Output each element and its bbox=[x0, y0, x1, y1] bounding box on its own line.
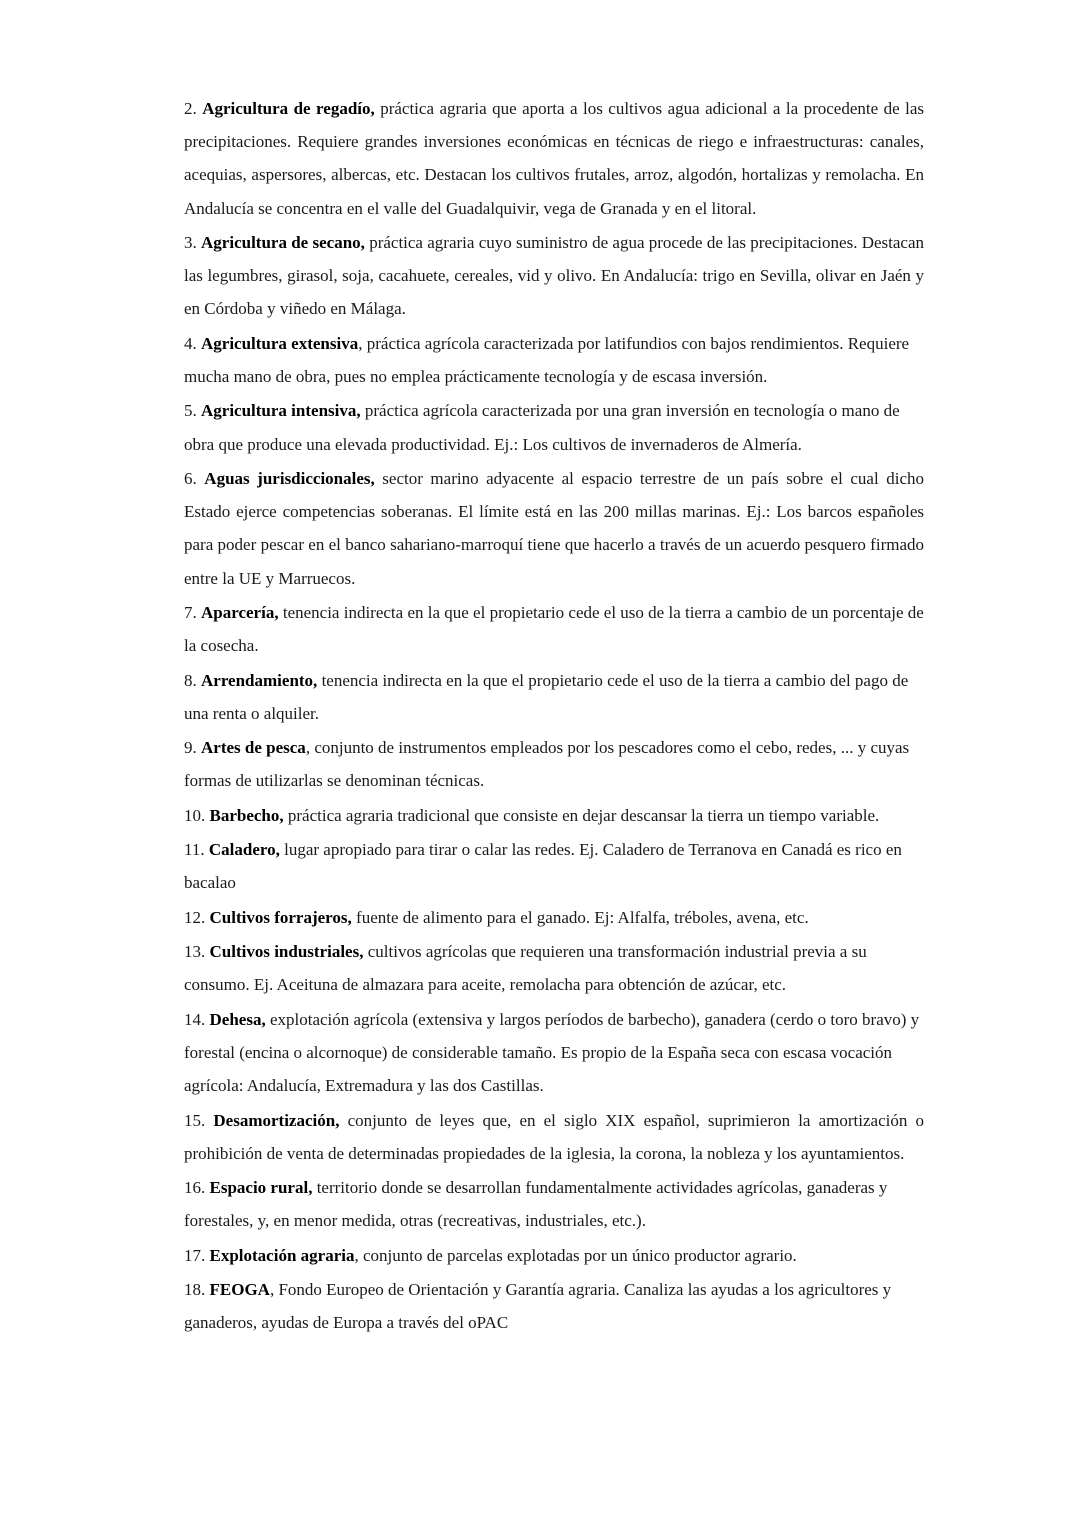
entry-definition: , Fondo Europeo de Orientación y Garantía agraria. Canaliza las ayudas a los agricultores y ganaderos, ayudas de Europa a través del oPAC bbox=[184, 1280, 892, 1333]
entry-definition: explotación agrícola (extensiva y largos períodos de barbecho), ganadera (cerdo o toro bravo) y forestal (encina o alcornoque) de considerable tamaño. Es propio de la España seca con escasa vocación agrícola: Andalucía, Extremadura y las dos Castillas. bbox=[184, 1009, 920, 1096]
entry-term: Agricultura de regadío, bbox=[202, 99, 375, 118]
entry-definition: , práctica agrícola caracterizada por latifundios con bajos rendimientos. Requiere mucha mano de obra, pues no emplea prácticamente tecnología y de escasa inversión. bbox=[184, 333, 910, 386]
entry-definition: práctica agraria que aporta a los cultivos agua adicional a la procedente de las precipitaciones. Requiere grandes inversiones económicas en técnicas de riego e infraestructuras: canales, acequias, aspersores, albercas, etc. Destacan los cultivos frutales, arroz, algodón, hortalizas y remolacha. En Andalucía se concentra en el valle del Guadalquivir, vega de Granada y en el litoral. bbox=[184, 99, 924, 218]
entry-number: 9. bbox=[184, 738, 197, 758]
entry-number: 12. bbox=[184, 907, 206, 927]
entry-number: 15. bbox=[184, 1110, 206, 1130]
glossary-entry-18 bbox=[184, 1273, 924, 1339]
glossary-entry-10 bbox=[184, 799, 924, 832]
document-page bbox=[184, 92, 924, 1341]
entry-number: 18. bbox=[184, 1280, 206, 1300]
entry-number: 10. bbox=[184, 805, 206, 825]
entry-number: 11. bbox=[184, 840, 205, 860]
entry-term: Espacio rural, bbox=[209, 1178, 313, 1198]
entry-term: Cultivos industriales, bbox=[209, 942, 364, 962]
entry-number: 6. bbox=[184, 468, 197, 488]
glossary-entry-4 bbox=[184, 327, 924, 393]
entry-term: Explotación agraria bbox=[209, 1245, 355, 1265]
glossary-entry-12 bbox=[184, 901, 924, 934]
glossary-entry-5 bbox=[184, 394, 924, 460]
entry-term: Cultivos forrajeros, bbox=[209, 907, 352, 927]
entry-definition: práctica agraria tradicional que consiste en dejar descansar la tierra un tiempo variable. bbox=[283, 805, 880, 825]
entry-definition: territorio donde se desarrollan fundamentalmente actividades agrícolas, ganaderas y forestales, y, en menor medida, otras (recreativas, industriales, etc.). bbox=[184, 1178, 888, 1231]
glossary-entry-2 bbox=[184, 92, 924, 225]
glossary-entry-6 bbox=[184, 462, 924, 595]
entry-number: 16. bbox=[184, 1178, 206, 1198]
glossary-entry-9 bbox=[184, 731, 924, 797]
glossary-entry-17 bbox=[184, 1239, 924, 1272]
entry-definition: fuente de alimento para el ganado. Ej: Alfalfa, tréboles, avena, etc. bbox=[351, 907, 809, 927]
glossary-entry-13 bbox=[184, 935, 924, 1001]
entry-number: 8. bbox=[184, 670, 197, 690]
entry-definition: tenencia indirecta en la que el propietario cede el uso de la tierra a cambio del pago de una renta o alquiler. bbox=[184, 670, 909, 723]
entry-definition: sector marino adyacente al espacio terrestre de un país sobre el cual dicho Estado ejerce competencias soberanas. El límite está en las 200 millas marinas. Ej.: Los barcos españoles para poder pescar en el banco sahariano-marroquí tiene que hacerlo a través de un acuerdo pesquero firmado entre la UE y Marruecos. bbox=[184, 468, 924, 588]
entry-term: Desamortización, bbox=[213, 1110, 340, 1130]
entry-number: 14. bbox=[184, 1009, 206, 1029]
entry-term: Agricultura intensiva, bbox=[201, 401, 361, 421]
entry-term: Dehesa, bbox=[209, 1009, 266, 1029]
entry-term: Caladero, bbox=[208, 840, 280, 860]
entry-number: 13. bbox=[184, 942, 206, 962]
glossary-entry-14 bbox=[184, 1003, 924, 1103]
entry-definition: práctica agrícola caracterizada por una gran inversión en tecnología o mano de obra que produce una elevada productividad. Ej.: Los cultivos de invernaderos de Almería. bbox=[184, 401, 900, 454]
entry-definition: lugar apropiado para tirar o calar las redes. Ej. Caladero de Terranova en Canadá es rico en bacalao bbox=[184, 840, 902, 893]
entry-term: FEOGA bbox=[209, 1280, 270, 1300]
glossary-entry-11 bbox=[184, 833, 924, 899]
entry-number: 2. bbox=[184, 99, 197, 118]
entry-term: Barbecho, bbox=[209, 805, 284, 825]
entry-definition: , conjunto de instrumentos empleados por los pescadores como el cebo, redes, ... y cuyas formas de utilizarlas se denominan técnicas. bbox=[184, 738, 910, 791]
entry-term: Aguas jurisdiccionales, bbox=[204, 468, 375, 488]
entry-number: 4. bbox=[184, 333, 197, 353]
glossary-entry-16 bbox=[184, 1171, 924, 1237]
glossary-entry-8 bbox=[184, 664, 924, 730]
entry-definition: , conjunto de parcelas explotadas por un único productor agrario. bbox=[354, 1245, 797, 1265]
entry-definition: conjunto de leyes que, en el siglo XIX español, suprimieron la amortización o prohibición de venta de determinadas propiedades de la iglesia, la corona, la nobleza y los ayuntamientos. bbox=[184, 1110, 925, 1163]
entry-definition: tenencia indirecta en la que el propietario cede el uso de la tierra a cambio de un porcentaje de la cosecha. bbox=[184, 602, 924, 656]
entry-number: 17. bbox=[184, 1245, 206, 1265]
entry-term: Artes de pesca bbox=[201, 738, 306, 758]
entry-term: Agricultura de secano, bbox=[201, 233, 365, 252]
entry-term: Arrendamiento, bbox=[201, 670, 318, 690]
entry-number: 3. bbox=[184, 233, 197, 252]
entry-term: Agricultura extensiva bbox=[201, 333, 359, 353]
entry-number: 5. bbox=[184, 401, 197, 421]
entry-definition: práctica agraria cuyo suministro de agua procede de las precipitaciones. Destacan las legumbres, girasol, soja, cacahuete, cereales, vid y olivo. En Andalucía: trigo en Sevilla, olivar en Jaén y en Córdoba y viñedo en Málaga. bbox=[184, 233, 925, 319]
entry-number: 7. bbox=[184, 602, 197, 622]
glossary-entry-7 bbox=[184, 596, 924, 662]
glossary-entry-15 bbox=[184, 1104, 924, 1170]
entry-definition: cultivos agrícolas que requieren una transformación industrial previa a su consumo. Ej. Aceituna de almazara para aceite, remolacha para obtención de azúcar, etc. bbox=[184, 942, 867, 995]
entry-term: Aparcería, bbox=[201, 602, 279, 622]
glossary-entry-3 bbox=[184, 226, 924, 326]
